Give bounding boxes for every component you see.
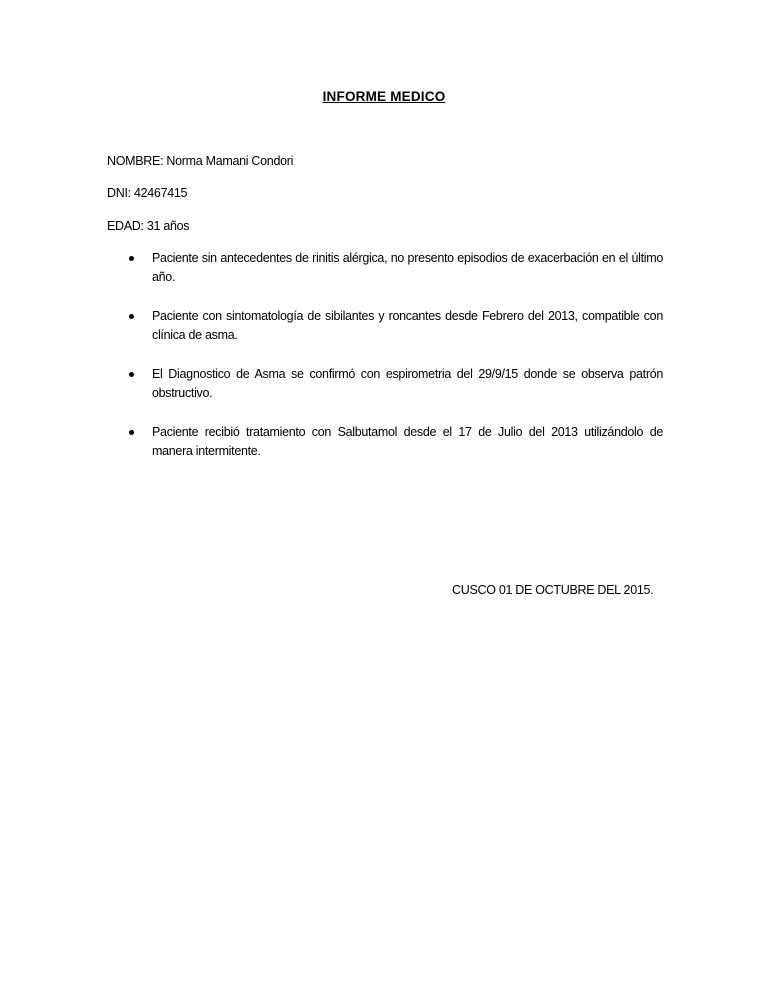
finding-text: Paciente con sintomatología de sibilantes y roncantes desde Febrero del 2013, compatible con clínica de asma. xyxy=(152,309,663,342)
patient-name-field: NOMBRE: Norma Mamani Condori xyxy=(107,154,294,168)
finding-item xyxy=(107,307,663,345)
finding-item xyxy=(107,423,663,461)
finding-text: El Diagnostico de Asma se confirmó con espirometria del 29/9/15 donde se observa patrón obstructivo. xyxy=(152,367,663,400)
finding-item xyxy=(107,365,663,403)
patient-dni-field: DNI: 42467415 xyxy=(107,186,188,200)
bullet-icon xyxy=(129,314,134,319)
bullet-icon xyxy=(129,256,134,261)
patient-age-field: EDAD: 31 años xyxy=(107,219,190,233)
finding-item xyxy=(107,249,663,287)
place-date-line: CUSCO 01 DE OCTUBRE DEL 2015. xyxy=(452,583,654,597)
finding-text: Paciente recibió tratamiento con Salbutamol desde el 17 de Julio del 2013 utilizándolo de manera intermitente. xyxy=(152,425,663,458)
document-title: INFORME MEDICO xyxy=(322,89,446,104)
bullet-icon xyxy=(129,430,134,435)
finding-text: Paciente sin antecedentes de rinitis alérgica, no presento episodios de exacerbación en el último año. xyxy=(152,251,663,284)
findings-list xyxy=(107,249,663,481)
bullet-icon xyxy=(129,372,134,377)
